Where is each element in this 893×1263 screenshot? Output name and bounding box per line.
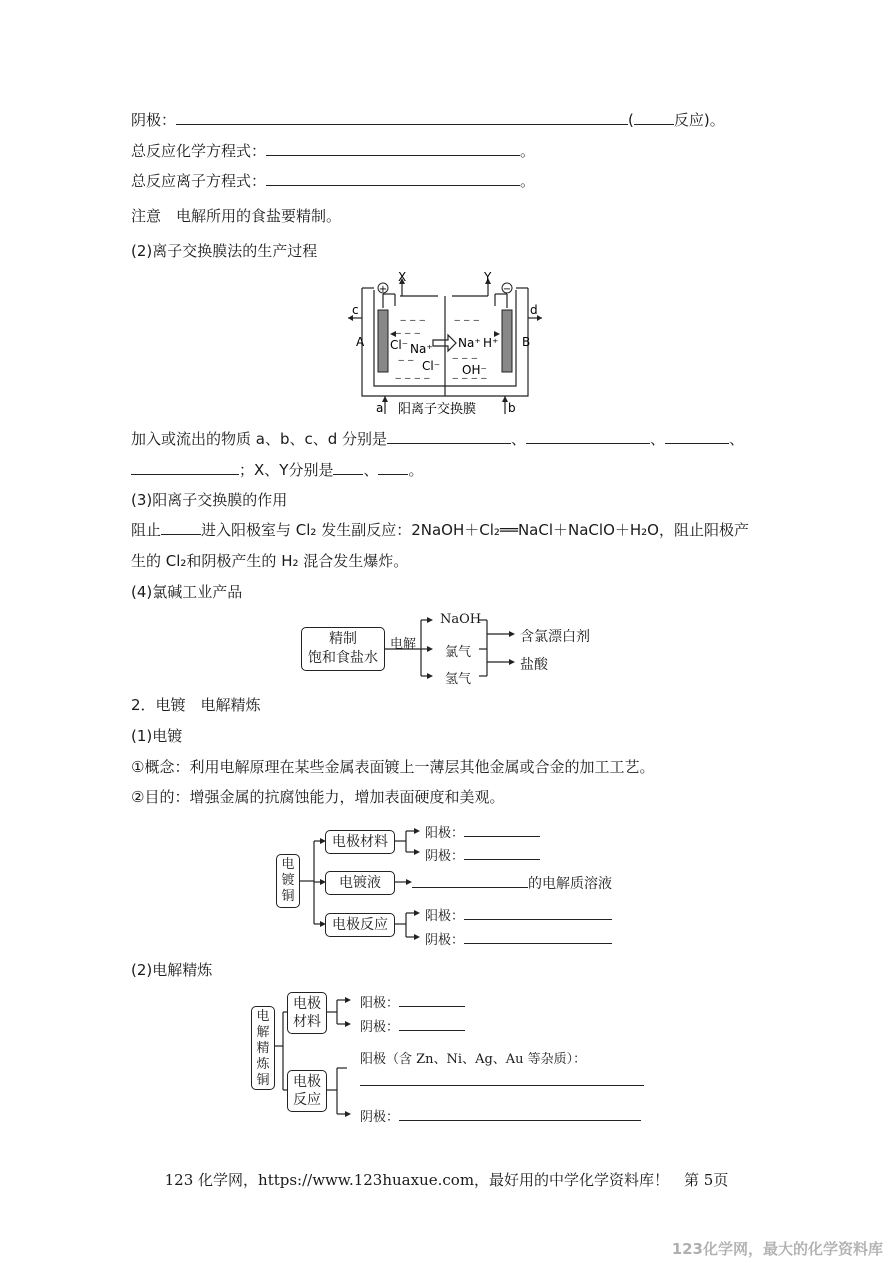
page-footer: 123 化学网，https://www.123huaxue.com，最好用的中学化学资料库！ 第 5页 — [164, 1171, 729, 1189]
blank-plating-cathode-material[interactable] — [464, 847, 540, 860]
minus-sign: − — [502, 284, 512, 295]
plating-purpose: ②目的：增强金属的抗腐蚀能力，增加表面硬度和美观。 — [131, 788, 505, 806]
sec3-line2: 生的 Cl₂和阴极产生的 H₂ 混合发生爆炸。 — [131, 552, 409, 570]
electrode-a — [378, 310, 388, 372]
svg-text:‒ ‒: ‒ ‒ — [398, 355, 414, 366]
note: 注意 电解所用的食盐要精制。 — [131, 207, 342, 225]
blank-plating-anode-material[interactable] — [464, 824, 540, 837]
refining-material-anode: 阳极： — [360, 992, 465, 1011]
refining-reaction-cathode: 阴极： — [360, 1106, 641, 1125]
abcd-question-line2: ；X、Y分别是 、 。 — [131, 460, 423, 480]
blank-plating-bath[interactable] — [412, 875, 528, 888]
brine-box: 精制 饱和食盐水 — [301, 627, 385, 671]
sec3-line1: 阻止 进入阳极室与 Cl₂ 发生副反应：2NaOH＋Cl₂══NaCl＋NaClO＋H₂O，阻止阳极产 — [131, 521, 749, 539]
plating-reaction-box: 电极反应 — [325, 913, 395, 937]
electrolysis-label: 电解 — [390, 637, 417, 652]
blank-refining-cathode-material[interactable] — [399, 1018, 465, 1031]
sec4-title: (4)氯碱工业产品 — [131, 583, 243, 601]
ion-na-left: Na⁺ — [410, 342, 433, 356]
ion-na-right: Na⁺ — [458, 336, 481, 350]
watermark: 123化学网，最大的化学资料库 — [671, 1240, 883, 1258]
label-d: d — [530, 303, 538, 317]
plating-concept: ①概念：利用电解原理在某些金属表面镀上一薄层其他金属或合金的加工工艺。 — [131, 758, 655, 776]
blank-d[interactable] — [131, 460, 239, 475]
refining-root: 电解精炼铜 — [251, 1006, 275, 1090]
ion-cl-left: Cl⁻ — [390, 338, 409, 352]
sec3-title: (3)阳离子交换膜的作用 — [131, 491, 288, 509]
total-ion-line: 总反应离子方程式： 。 — [131, 172, 536, 190]
electrolysis-cell-diagram — [340, 268, 560, 420]
plating-root: 电镀铜 — [276, 854, 300, 908]
blank-refining-anode-reaction[interactable] — [360, 1071, 644, 1086]
blank-refining-cathode-reaction[interactable] — [399, 1108, 641, 1121]
blank-y[interactable] — [378, 460, 408, 475]
blank-plating-cathode-reaction[interactable] — [464, 931, 612, 944]
blank-c[interactable] — [665, 429, 729, 444]
blank-a[interactable] — [387, 429, 511, 444]
sec2-title: (2)离子交换膜法的生产过程 — [131, 242, 318, 260]
refining-reaction-box: 电极反应 — [287, 1070, 327, 1112]
electrode-b — [502, 310, 512, 372]
plating-reaction-anode: 阳极： — [425, 905, 612, 924]
refining-anode-impurities: 阳极（含 Zn、Ni、Ag、Au 等杂质）： — [360, 1052, 587, 1067]
svg-text:‒ ‒ ‒ ‒: ‒ ‒ ‒ ‒ — [452, 373, 487, 384]
label-b-electrode: B — [522, 335, 531, 349]
blank-ion[interactable] — [161, 520, 201, 535]
svg-text:‒ ‒ ‒: ‒ ‒ ‒ — [452, 353, 478, 364]
label-y: Y — [484, 270, 492, 284]
blank-refining-anode-material[interactable] — [399, 994, 465, 1007]
label-x: X — [398, 270, 407, 284]
plating-material-box: 电极材料 — [325, 830, 395, 854]
svg-text:‒ ‒ ‒: ‒ ‒ ‒ — [454, 315, 480, 326]
product-naoh: NaOH — [440, 612, 482, 627]
refining-material-cathode: 阴极： — [360, 1016, 465, 1035]
ion-oh: OH⁻ — [462, 363, 487, 377]
sec2-heading: 2．电镀 电解精炼 — [131, 696, 261, 714]
svg-text:‒ ‒ ‒: ‒ ‒ ‒ — [400, 315, 426, 326]
cathode-line: 阴极： ( 反应)。 — [131, 111, 725, 129]
product-h2: 氢气 — [445, 672, 472, 687]
plating-bath-line: 的电解质溶液 — [412, 873, 612, 893]
plating-reaction-cathode: 阴极： — [425, 929, 612, 948]
ion-cl-lower: Cl⁻ — [422, 359, 441, 373]
cathode-blank[interactable] — [176, 110, 628, 125]
label-b: b — [508, 401, 516, 415]
product-cl2: 氯气 — [445, 645, 472, 660]
product-bleach: 含氯漂白剂 — [520, 629, 590, 645]
blank-x[interactable] — [333, 460, 363, 475]
blank-b[interactable] — [526, 429, 650, 444]
reaction-type-blank[interactable] — [634, 110, 674, 125]
membrane-label: 阳离子交换膜 — [398, 402, 477, 417]
total-chem-blank[interactable] — [266, 141, 520, 156]
refining-title: (2)电解精炼 — [131, 961, 213, 979]
plating-material-cathode: 阴极： — [425, 845, 540, 864]
plating-title: (1)电镀 — [131, 727, 183, 745]
label-a-electrode: A — [356, 335, 365, 349]
svg-text:‒ ‒ ‒: ‒ ‒ ‒ — [395, 328, 421, 339]
svg-text:‒ ‒ ‒ ‒: ‒ ‒ ‒ ‒ — [395, 373, 430, 384]
refining-material-box: 电极材料 — [287, 992, 327, 1034]
plating-material-anode: 阳极： — [425, 822, 540, 841]
ion-h-plus: H⁺ — [483, 336, 499, 350]
total-chem-line: 总反应化学方程式： 。 — [131, 142, 536, 160]
label-c: c — [352, 303, 359, 317]
plus-sign: + — [378, 284, 388, 295]
label-a: a — [376, 401, 384, 415]
plating-bath-box: 电镀液 — [325, 871, 395, 895]
total-ion-blank[interactable] — [266, 171, 520, 186]
blank-plating-anode-reaction[interactable] — [464, 907, 612, 920]
product-hcl: 盐酸 — [520, 657, 548, 673]
abcd-question: 加入或流出的物质 a、b、c、d 分别是 、 、 、 — [131, 430, 745, 448]
